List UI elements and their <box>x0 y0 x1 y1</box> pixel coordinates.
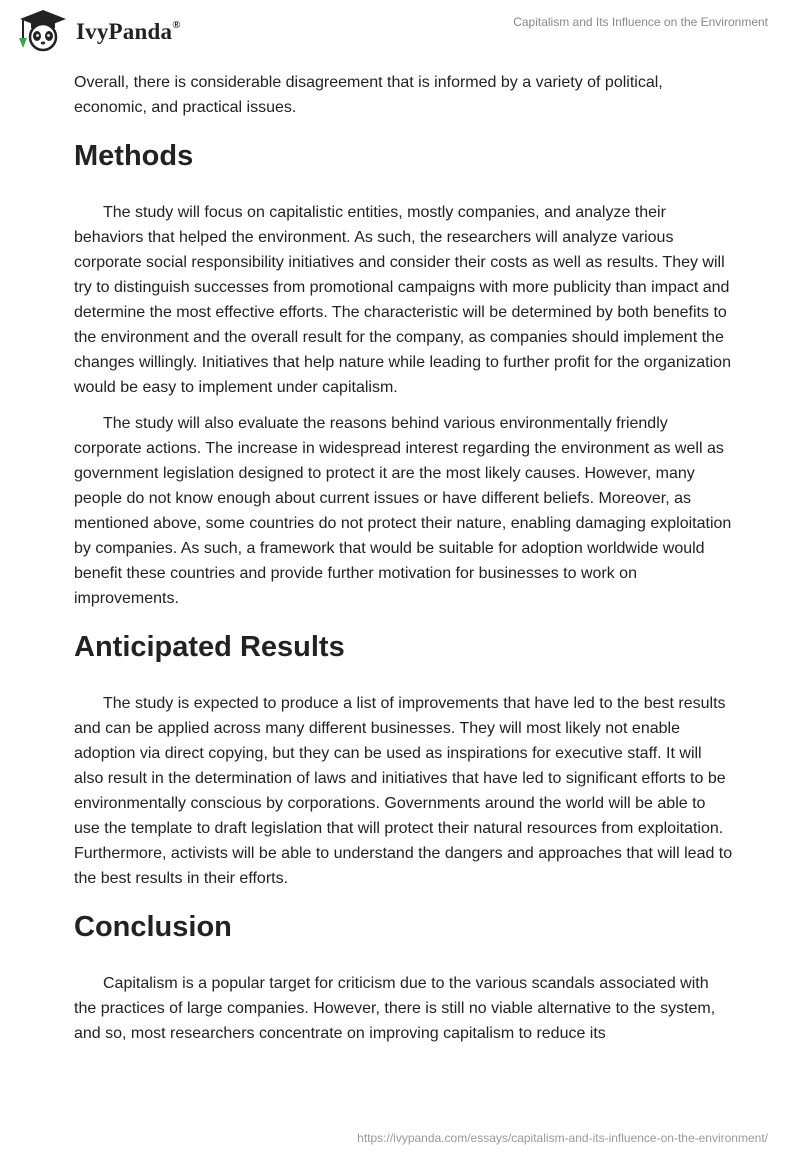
methods-paragraph-1: The study will focus on capitalistic entities, mostly companies, and analyze their behaviors that helped the environment. As such, the researchers will analyze various corporate social responsibility initiatives and consider their costs as well as results. They will try to distinguish successes from promotional campaigns with more publicity than impact and determine the most effective efforts. The characteristic will be determined by both benefits to the environment and the overall result for the company, as companies should implement the changes willingly. Initiatives that help nature while leading to further profit for the organization would be easy to implement under capitalism. <box>74 204 731 396</box>
registered-mark: ® <box>172 19 181 32</box>
source-url[interactable]: https://ivypanda.com/essays/capitalism-and-its-influence-on-the-environment/ <box>357 1131 768 1145</box>
intro-paragraph-tail: Overall, there is considerable disagreement that is informed by a variety of political, economic, and practical issues. <box>74 74 663 116</box>
conclusion-paragraph-1: Capitalism is a popular target for criticism due to the various scandals associated with the practices of large companies. However, there is still no viable alternative to the system, and so, most researchers concentrate on improving capitalism to reduce its <box>74 975 716 1042</box>
section-heading-methods: Methods <box>74 140 194 172</box>
panda-graduate-icon <box>14 8 72 52</box>
document-running-title: Capitalism and Its Influence on the Environment <box>513 15 768 29</box>
results-paragraph-1: The study is expected to produce a list of improvements that have led to the best results and can be applied across many different businesses. They will most likely not enable adoption via direct copying, but they can be used as inspirations for executive staff. It will also result in the determination of laws and initiatives that have led to significant efforts to be environmentally conscious by corporations. Governments around the world will be able to use the template to draft legislation that will protect their natural resources from exploitation. Furthermore, activists will be able to understand the dangers and approaches that will lead to the best results in their efforts. <box>74 695 733 887</box>
ivypanda-logo[interactable] <box>14 8 181 52</box>
page-header <box>0 0 800 66</box>
essay-body <box>74 70 734 1057</box>
brand-name: IvyPanda® <box>76 19 181 44</box>
section-heading-conclusion: Conclusion <box>74 911 232 943</box>
section-heading-anticipated-results: Anticipated Results <box>74 631 345 663</box>
methods-paragraph-2: The study will also evaluate the reasons behind various environmentally friendly corporate actions. The increase in widespread interest regarding the environment as well as government legislation designed to protect it are the most likely causes. However, many people do not know enough about current issues or have different beliefs. Moreover, as mentioned above, some countries do not protect their nature, enabling damaging exploitation by companies. As such, a framework that would be suitable for adoption worldwide would benefit these countries and provide further motivation for businesses to work on improvements. <box>74 415 732 607</box>
